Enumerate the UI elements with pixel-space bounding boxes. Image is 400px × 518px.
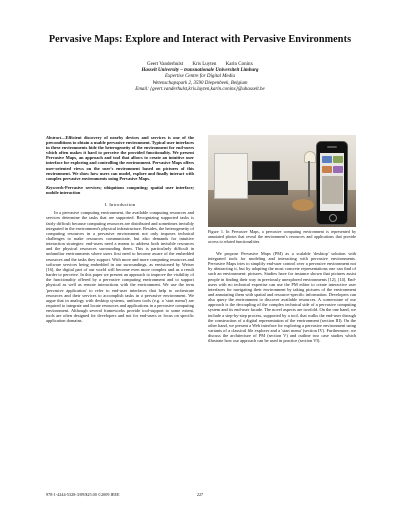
author-block bbox=[0, 62, 400, 93]
figure-caption: Figure 1. In Pervasive Maps, a pervasive computing environment is represented by annotated photos that reveal the environment's resources and applications that provide access to related functionalities. bbox=[208, 229, 356, 244]
paper-title: Pervasive Maps: Explore and Interact with Pervasive Environments bbox=[48, 34, 352, 45]
figure-television bbox=[252, 161, 280, 180]
body-paragraph: We propose Pervasive Maps (PM) as a scalable 'desktop' solution with integrated tools for modeling and interacting with pervasive environments. Pervasive Maps tries to simplify end-user control over a pervasive environment not by abstracting it, but by adopting the most concrete representations one can find of such an environment: pictures. Studies have for instance shown that pictures assist people in finding their way in previously unexplored environments [12], [14]. End-users with no technical expertise can use the PM editor to create interactive user interfaces for navigating their environment by taking pictures of the environment and annotating them with spatial and resource-specific information. Developers can also query the environment to discover available resources. A cornerstone of our approach is the decoupling of the complex technical side of a pervasive computing system and its end-user facade. The novel aspects are twofold. On the one hand, we include a step-by-step process, supported by a tool, that walks the end-user through the construction of a digital representation of the environment (section III). On the other hand, we present a Web interface for exploring a pervasive environment using variants of a classical file explorer and a 'start menu' (section IV). Furthermore, we discuss the architecture of PM (section V) and outline two case studies which illustrate how our approach can be used in practice (section VI). bbox=[208, 250, 356, 344]
phone-home-button bbox=[329, 214, 337, 222]
figure-lamp bbox=[304, 151, 316, 163]
figure-tv-cabinet bbox=[248, 181, 288, 195]
author-email: Email: {geert.vanderhulst,kris.luyten,karin.coninx}@uhasselt.be bbox=[135, 86, 265, 92]
author-institute: Expertise Centre for Digital Media bbox=[164, 74, 236, 80]
figure-smartphone bbox=[316, 141, 348, 225]
author-address: Wetenschapspark 2, 3590 Diepenbeek, Belgium bbox=[152, 80, 248, 86]
section-heading-introduction: I. Introduction bbox=[104, 202, 136, 208]
author-name: Geert Vanderhulst bbox=[146, 62, 184, 67]
author-name: Karin Coninx bbox=[225, 62, 254, 67]
phone-app-icon bbox=[322, 156, 332, 163]
intro-paragraph: In a pervasive computing environment, the available computing resources and services determine the tasks that are supported. Recognizing supported tasks is fairly difficult because computing resources are distributed and sometimes invisibly integrated in the environment's physical infrastructure. Besides, the heterogeneity of computing resources in a pervasive environment not only imposes technical challenges to make resources communicate, but also demands for intuitive interaction strategies: end-users need a means to address both invisible resources and the physical resources surrounding them. This is particularly difficult in unfamiliar environments where users first need to become aware of the embedded resources and the tasks they support. With more and more computing resources and software services being embedded in our surroundings, as envisioned by Weiser [16], the digital part of our world will become even more complex and as a result harder to perceive. In this paper we present an approach to improve the visibility of the functionality offered by a pervasive computing environment and to support physical as well as remote interactions with the environment. We use the term 'pervasive application' to refer to end-user interfaces that help to orchestrate resources and their services to accomplish tasks in a pervasive environment. We argue that in analogy with desktop systems, uniform tools (e.g. a 'start menu') are required to integrate and locate resources and applications in a pervasive computing environment. Although several frameworks provide tool-support to some extent, tools are often designed for developers and not for end-users or focus on specific application domains. bbox=[46, 210, 194, 324]
abstract-text: —Efficient discovery of nearby devices and services is one of the preconditions to obtain a usable pervasive environment. Typical user interfaces in these environments hide the heterogeneity of the environment for end-users which often makes it hard to perceive the provided functionality. We present Pervasive Maps, an approach and tool that allows to create an intuitive user interface for exploring and controlling the environment. Pervasive Maps offers user-oriented views on the user's environment based on pictures of this environment. We show how users can model, explore and finally interact with complex pervasive environments using Pervasive Maps. bbox=[46, 135, 194, 181]
footer-isbn: 978-1-4244-5328-3/09/$25.00 ©2009 IEEE bbox=[46, 492, 120, 497]
abstract bbox=[46, 135, 194, 181]
abstract-lead: Abstract bbox=[46, 135, 62, 140]
right-column bbox=[208, 135, 356, 344]
footer-page-number: 227 bbox=[196, 492, 204, 497]
author-affiliation: Hasselt University – transnationale Universiteit Limburg bbox=[141, 68, 259, 74]
phone-screen bbox=[320, 153, 344, 211]
figure-photo-living-room bbox=[208, 135, 356, 227]
phone-app-icon bbox=[333, 156, 343, 163]
left-column bbox=[46, 135, 194, 324]
phone-app-icon bbox=[322, 166, 332, 173]
keywords-lead: Keywords bbox=[46, 184, 64, 190]
phone-map-view bbox=[322, 176, 343, 204]
figure-bookshelf bbox=[214, 153, 248, 199]
figure-lamp-pole bbox=[308, 161, 310, 197]
phone-speaker bbox=[327, 146, 337, 148]
phone-app-icon bbox=[333, 166, 343, 173]
author-name: Kris Luyten bbox=[192, 62, 217, 67]
keywords-text: -Pervasive services; ubiquitous computing; spatial user interface; mobile interaction bbox=[46, 184, 194, 195]
figure-dog bbox=[292, 199, 314, 211]
keywords bbox=[46, 185, 194, 195]
